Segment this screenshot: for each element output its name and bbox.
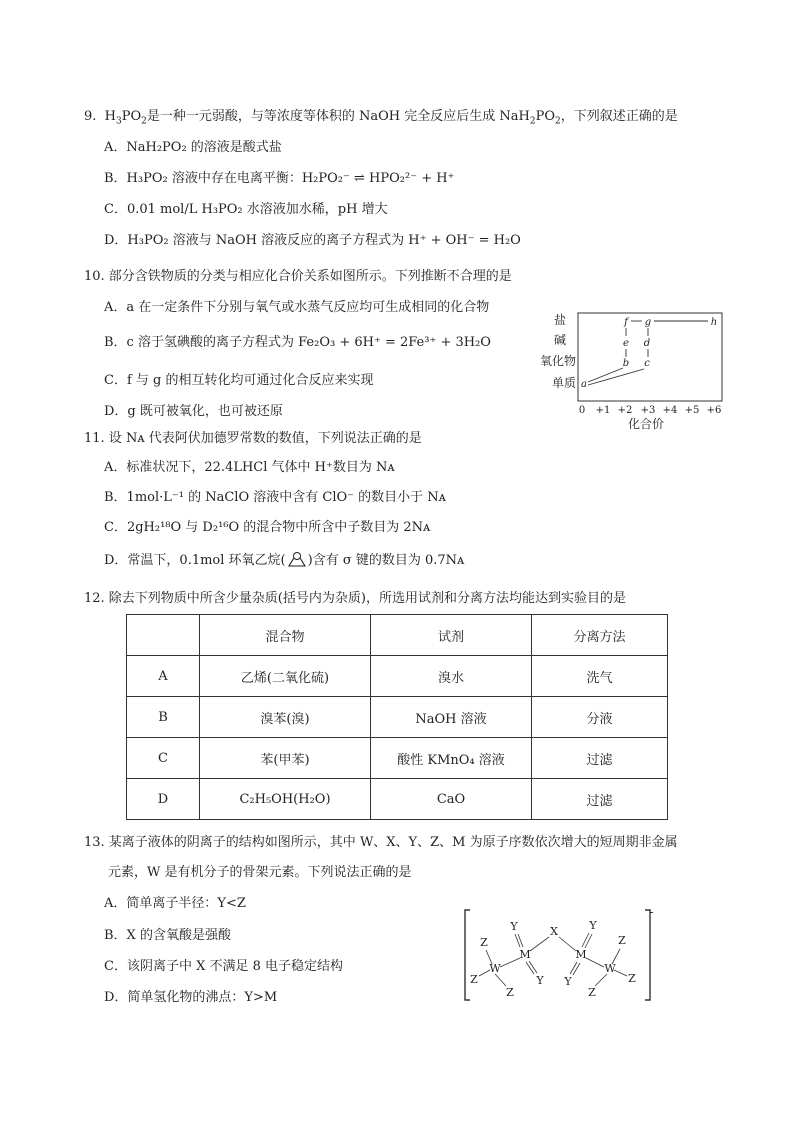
bond-m2-y-bot-b bbox=[573, 963, 580, 975]
anion-structure-diagram bbox=[462, 906, 662, 1006]
q9-option-b: B．H₃PO₂ 溶液中存在电离平衡：H₂PO₂⁻ ⇌ HPO₂²⁻ + H⁺ bbox=[104, 171, 455, 186]
bond-m1-y-bot-a bbox=[526, 962, 534, 974]
atom-z-3: Z bbox=[506, 986, 514, 999]
iron-valence-diagram bbox=[540, 306, 740, 434]
atom-z-5: Z bbox=[628, 972, 636, 985]
table-row bbox=[127, 656, 668, 697]
point-h: h bbox=[710, 317, 718, 328]
q10-option-a: A．a 在一定条件下分别与氧气或水蒸气反应均可生成相同的化合物 bbox=[104, 300, 490, 315]
y-label-base: 碱 bbox=[553, 333, 566, 347]
q12-stem: 12. 除去下列物质中所含少量杂质(括号内为杂质)，所选用试剂和分离方法均能达到实验目的是 bbox=[84, 591, 626, 606]
bond-m2-y-bot-a bbox=[570, 962, 577, 974]
table-cell: 溴苯(溴) bbox=[200, 697, 371, 738]
point-f: f bbox=[624, 317, 628, 328]
bond-w1-m1 bbox=[500, 958, 520, 967]
epoxyethane-structure-icon bbox=[286, 550, 308, 568]
table-cell: NaOH 溶液 bbox=[371, 697, 532, 738]
atom-x: X bbox=[550, 925, 558, 938]
point-g: g bbox=[644, 317, 652, 328]
atom-z-4: Z bbox=[618, 934, 626, 947]
point-e: e bbox=[623, 338, 629, 349]
atom-m-left: M bbox=[519, 948, 531, 961]
point-a: a bbox=[581, 379, 587, 390]
q13-option-b: B．X 的含氧酸是强酸 bbox=[104, 928, 231, 943]
atom-y-1: Y bbox=[510, 920, 518, 933]
bond-w2-z2 bbox=[614, 970, 627, 976]
bond-w1-z2 bbox=[479, 970, 490, 976]
bond-x-m2 bbox=[559, 937, 576, 951]
q12-table bbox=[126, 614, 668, 820]
atom-z-6: Z bbox=[588, 986, 596, 999]
atom-w-right: W bbox=[604, 962, 616, 975]
table-row bbox=[127, 779, 668, 820]
table-cell: C₂H₅OH(H₂O) bbox=[200, 779, 371, 820]
table-cell: C bbox=[127, 738, 200, 779]
table-cell: 过滤 bbox=[532, 738, 668, 779]
point-b: b bbox=[622, 358, 630, 369]
q10-option-c: C．f 与 g 的相互转化均可通过化合反应来实现 bbox=[104, 373, 374, 388]
atom-y-2: Y bbox=[536, 974, 544, 987]
link-a-c bbox=[588, 369, 644, 385]
y-label-element: 单质 bbox=[551, 376, 576, 390]
table-row bbox=[127, 738, 668, 779]
q9-option-a: A．NaH₂PO₂ 的溶液是酸式盐 bbox=[104, 140, 282, 155]
table-cell: 分液 bbox=[532, 697, 668, 738]
y-label-salt: 盐 bbox=[553, 313, 566, 327]
atom-z-1: Z bbox=[480, 936, 488, 949]
q11-option-b: B．1mol·L⁻¹ 的 NaClO 溶液中含有 ClO⁻ 的数目小于 Nᴀ bbox=[104, 490, 446, 505]
q13-option-c: C．该阴离子中 X 不满足 8 电子稳定结构 bbox=[104, 959, 344, 974]
atom-y-3: Y bbox=[589, 919, 597, 932]
table-row bbox=[127, 697, 668, 738]
table-cell: 苯(甲苯) bbox=[200, 738, 371, 779]
q11-option-c: C．2gH₂¹⁸O 与 D₂¹⁶O 的混合物中所含中子数目为 2Nᴀ bbox=[104, 520, 431, 535]
bracket-right bbox=[645, 910, 650, 1000]
q9-option-c: C．0.01 mol/L H₃PO₂ 水溶液加水稀，pH 增大 bbox=[104, 202, 388, 217]
table-cell: 溴水 bbox=[371, 656, 532, 697]
table-cell: B bbox=[127, 697, 200, 738]
q9-option-d: D．H₃PO₂ 溶液与 NaOH 溶液反应的离子方程式为 H⁺ + OH⁻ = H₂O bbox=[104, 233, 521, 248]
x-axis-title: 化合价 bbox=[627, 417, 665, 431]
table-cell: CaO bbox=[371, 779, 532, 820]
q10-option-d: D．g 既可被氧化，也可被还原 bbox=[104, 404, 283, 419]
bond-m2-w2 bbox=[586, 958, 604, 967]
bond-m1-y-top-b bbox=[518, 934, 523, 947]
x-tick-0: 0 bbox=[578, 405, 586, 416]
bond-m1-x bbox=[530, 937, 549, 951]
point-c: c bbox=[644, 358, 650, 369]
q13-option-a: A．简单离子半径：Y<Z bbox=[104, 896, 246, 911]
point-d: d bbox=[643, 338, 651, 349]
table-header: 试剂 bbox=[371, 615, 532, 656]
q13-option-d: D．简单氢化物的沸点：Y>M bbox=[104, 990, 278, 1005]
table-header: 混合物 bbox=[200, 615, 371, 656]
atom-w-left: W bbox=[489, 962, 501, 975]
table-header bbox=[127, 615, 200, 656]
q13-stem-line2: 元素，W 是有机分子的骨架元素。下列说法正确的是 bbox=[108, 865, 412, 880]
q9-stem: 9. $H_3PO_2$是一种一元弱酸，与等浓度等体积的 NaOH 完全反应后生成 $NaH_2PO_2$，下列叙述正确的是 bbox=[84, 109, 678, 127]
table-cell: 洗气 bbox=[532, 656, 668, 697]
x-tick-4: +4 bbox=[662, 405, 678, 416]
table-cell: A bbox=[127, 656, 200, 697]
bond-w1-z3 bbox=[495, 974, 506, 986]
bond-w2-z3 bbox=[595, 974, 607, 986]
q11-option-a: A．标准状况下，22.4LHCl 气体中 H⁺数目为 Nᴀ bbox=[104, 460, 395, 475]
atom-y-4: Y bbox=[564, 975, 572, 988]
x-tick-6: +6 bbox=[706, 405, 722, 416]
table-cell: 过滤 bbox=[532, 779, 668, 820]
q10-stem: 10. 部分含铁物质的分类与相应化合价关系如图所示。下列推断不合理的是 bbox=[84, 269, 512, 284]
x-tick-5: +5 bbox=[684, 405, 700, 416]
table-header-row bbox=[127, 615, 668, 656]
table-cell: 乙烯(二氧化硫) bbox=[200, 656, 371, 697]
y-label-oxide: 氧化物 bbox=[540, 354, 576, 368]
x-tick-3: +3 bbox=[640, 405, 656, 416]
table-cell: D bbox=[127, 779, 200, 820]
q13-stem-line1: 13. 某离子液体的阴离子的结构如图所示，其中 W、X、Y、Z、M 为原子序数依次增大的短周期非金属 bbox=[84, 835, 678, 850]
q10-option-b: B．c 溶于氢碘酸的离子方程式为 Fe₂O₃ + 6H⁺ = 2Fe³⁺ + 3H₂O bbox=[104, 335, 491, 350]
bracket-left bbox=[465, 910, 470, 1000]
atom-m-right: M bbox=[575, 948, 587, 961]
x-tick-1: +1 bbox=[595, 405, 611, 416]
table-cell: 酸性 KMnO₄ 溶液 bbox=[371, 738, 532, 779]
x-tick-2: +2 bbox=[617, 405, 633, 416]
q11-option-d: D．常温下，0.1mol 环氧乙烷( )含有 σ 键的数目为 0.7Nᴀ bbox=[104, 550, 464, 570]
charge-sign: - bbox=[649, 906, 654, 920]
bond-m1-y-top-a bbox=[515, 934, 520, 947]
atom-z-2: Z bbox=[470, 973, 478, 986]
bond-m2-y-top-a bbox=[582, 933, 589, 947]
bond-m1-y-bot-b bbox=[529, 961, 537, 973]
q11-stem: 11. 设 Nᴀ 代表阿伏加德罗常数的数值，下列说法正确的是 bbox=[84, 431, 422, 446]
table-header: 分离方法 bbox=[532, 615, 668, 656]
bond-m2-y-top-b bbox=[585, 934, 592, 948]
